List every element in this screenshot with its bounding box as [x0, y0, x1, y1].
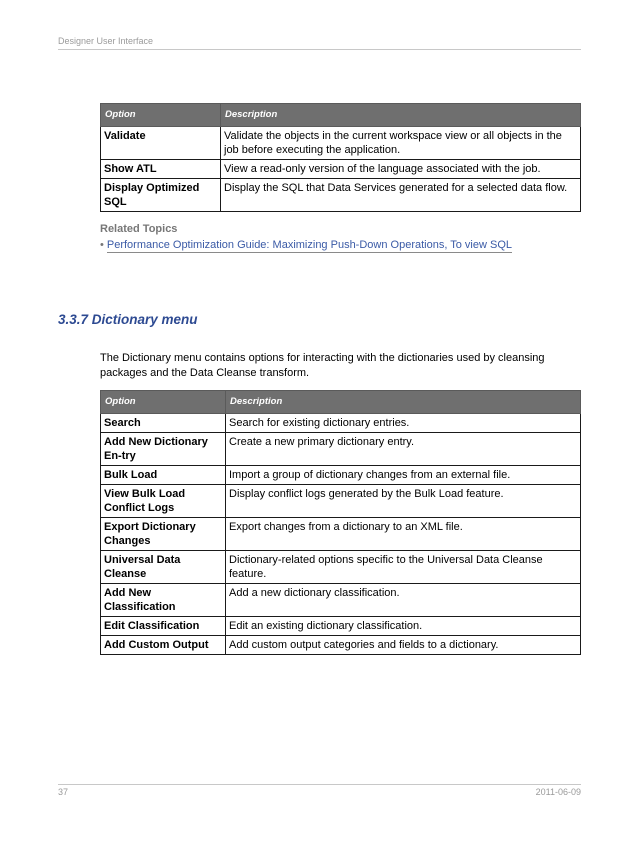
- running-footer: [58, 784, 581, 797]
- table-row: [101, 518, 581, 551]
- option-cell: Edit Classification: [101, 617, 226, 636]
- header-text: Designer User Interface: [58, 36, 154, 46]
- table-row: [101, 485, 581, 518]
- description-cell: Validate the objects in the current workspace view or all objects in the job before executing the application.: [221, 127, 581, 160]
- option-cell: Display Optimized SQL: [101, 179, 221, 212]
- option-cell: Bulk Load: [101, 466, 226, 485]
- option-cell: Add New Classification: [101, 584, 226, 617]
- table-header-row: [101, 104, 581, 127]
- menu-options-table: [100, 103, 581, 212]
- related-topics-item: [100, 239, 512, 251]
- column-header-option: Option: [101, 104, 221, 127]
- description-cell: Display the SQL that Data Services generated for a selected data flow.: [221, 179, 581, 212]
- option-cell: Validate: [101, 127, 221, 160]
- table-row: [101, 617, 581, 636]
- description-cell: Add custom output categories and fields to a dictionary.: [226, 636, 581, 655]
- option-cell: Export Dictionary Changes: [101, 518, 226, 551]
- description-cell: Add a new dictionary classification.: [226, 584, 581, 617]
- related-topic-link[interactable]: Performance Optimization Guide: Maximizing Push-Down Operations, To view SQL: [106, 239, 512, 251]
- related-topics-title: Related Topics: [100, 223, 178, 235]
- column-header-option: Option: [101, 391, 226, 414]
- publication-date: 2011-06-09: [535, 787, 581, 797]
- table-row: [101, 466, 581, 485]
- table-row: [101, 127, 581, 160]
- option-cell: View Bulk Load Conflict Logs: [101, 485, 226, 518]
- dictionary-menu-table: [100, 390, 581, 655]
- description-cell: Display conflict logs generated by the Bulk Load feature.: [226, 485, 581, 518]
- table-row: [101, 414, 581, 433]
- column-header-description: Description: [226, 391, 581, 414]
- option-cell: Add New Dictionary En-try: [101, 433, 226, 466]
- description-cell: View a read-only version of the language associated with the job.: [221, 160, 581, 179]
- running-header: [58, 36, 581, 50]
- table-row: [101, 179, 581, 212]
- description-cell: Import a group of dictionary changes from an external file.: [226, 466, 581, 485]
- option-cell: Show ATL: [101, 160, 221, 179]
- bullet-icon: •: [100, 239, 104, 251]
- description-cell: Create a new primary dictionary entry.: [226, 433, 581, 466]
- section-heading: 3.3.7 Dictionary menu: [58, 312, 198, 327]
- table-row: [101, 636, 581, 655]
- option-cell: Search: [101, 414, 226, 433]
- description-cell: Search for existing dictionary entries.: [226, 414, 581, 433]
- page-number: 37: [58, 787, 69, 797]
- table-row: [101, 584, 581, 617]
- description-cell: Dictionary-related options specific to the Universal Data Cleanse feature.: [226, 551, 581, 584]
- option-cell: Universal Data Cleanse: [101, 551, 226, 584]
- description-cell: Export changes from a dictionary to an XML file.: [226, 518, 581, 551]
- table-row: [101, 433, 581, 466]
- description-cell: Edit an existing dictionary classification.: [226, 617, 581, 636]
- intro-paragraph: The Dictionary menu contains options for interacting with the dictionaries used by cleansing packages and the Data Cleanse transform.: [100, 352, 545, 379]
- option-cell: Add Custom Output: [101, 636, 226, 655]
- table-row: [101, 551, 581, 584]
- column-header-description: Description: [221, 104, 581, 127]
- table-row: [101, 160, 581, 179]
- table-header-row: [101, 391, 581, 414]
